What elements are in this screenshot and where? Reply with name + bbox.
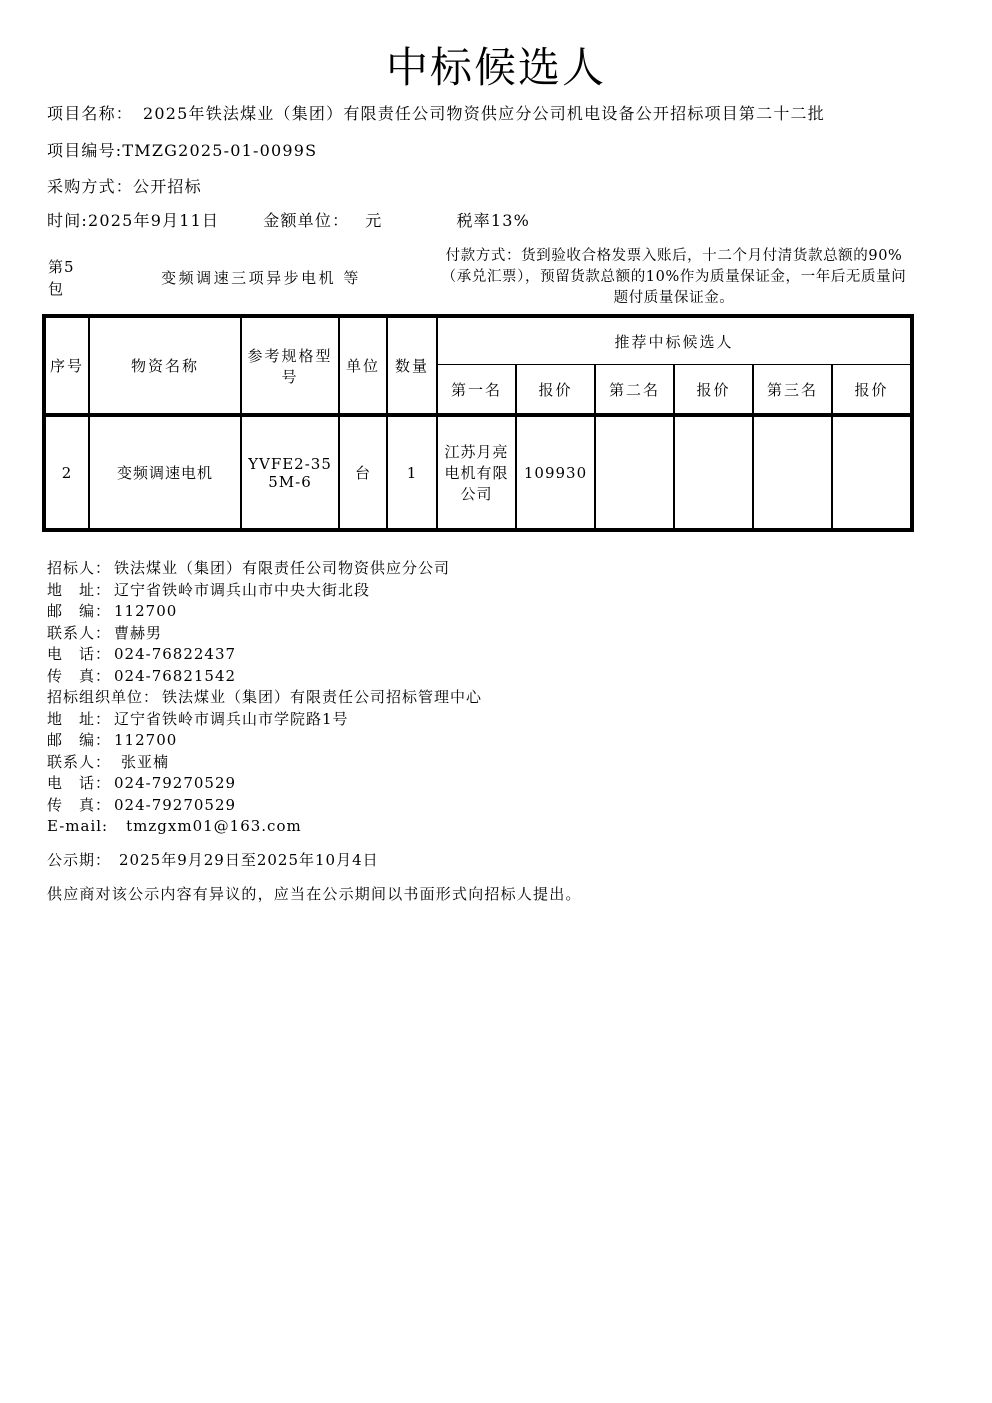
header-seq: 序号 xyxy=(44,316,89,415)
publicity-period-label: 公示期： xyxy=(47,850,112,869)
subheader-first-name: 第一名 xyxy=(437,365,516,416)
contact-block xyxy=(0,558,992,838)
cell-third-name xyxy=(753,415,832,530)
cell-third-price xyxy=(832,415,912,530)
procurement-method-label: 采购方式： xyxy=(47,177,134,197)
tenderer-value: 铁法煤业（集团）有限责任公司物资供应分公司 xyxy=(114,559,451,578)
phone-label-1: 电 话： xyxy=(47,645,112,664)
subheader-third-price: 报价 xyxy=(832,365,912,416)
address-value-2: 辽宁省铁岭市调兵山市学院路1号 xyxy=(114,709,349,728)
subheader-second-price: 报价 xyxy=(674,365,753,416)
tax-rate-value: 13% xyxy=(490,211,531,231)
table-header-row-1 xyxy=(44,316,912,365)
email-line xyxy=(47,816,992,838)
zip-label-2: 邮 编： xyxy=(47,731,112,750)
address-line-1 xyxy=(47,580,992,602)
page-title: 中标候选人 xyxy=(385,43,606,92)
email-label: E-mail: xyxy=(47,817,109,836)
phone-line-1 xyxy=(47,644,992,666)
amount-unit-value: 元 xyxy=(365,211,383,231)
fax-value-1: 024-76821542 xyxy=(114,666,237,685)
phone-label-2: 电 话： xyxy=(47,774,112,793)
subheader-second-name: 第二名 xyxy=(595,365,674,416)
zip-value-1: 112700 xyxy=(114,602,178,621)
time-value: 2025年9月11日 xyxy=(88,211,220,231)
cell-unit: 台 xyxy=(339,415,387,530)
time-line xyxy=(0,209,992,232)
fax-label-1: 传 真： xyxy=(47,666,112,685)
project-code-value: TMZG2025-01-0099S xyxy=(122,141,318,161)
header-recommended-candidates: 推荐中标候选人 xyxy=(437,316,912,365)
cell-seq: 2 xyxy=(44,415,89,530)
time-label: 时间: xyxy=(47,211,88,231)
project-code-line xyxy=(0,139,992,162)
address-line-2 xyxy=(47,709,992,731)
contact-person-label-2: 联系人： xyxy=(47,752,112,771)
package-section xyxy=(0,246,992,309)
tender-org-label: 招标组织单位： xyxy=(47,688,160,707)
contact-person-line-1 xyxy=(47,623,992,645)
subheader-first-price: 报价 xyxy=(516,365,595,416)
subheader-third-name: 第三名 xyxy=(753,365,832,416)
zip-value-2: 112700 xyxy=(114,731,178,750)
publicity-period-line xyxy=(0,849,992,871)
project-name-label: 项目名称： xyxy=(47,104,134,124)
header-qty: 数量 xyxy=(387,316,437,415)
zip-label-1: 邮 编： xyxy=(47,602,112,621)
cell-material-name: 变频调速电机 xyxy=(89,415,241,530)
cell-spec: YVFE2-355M-6 xyxy=(241,415,339,530)
cell-second-price xyxy=(674,415,753,530)
cell-qty: 1 xyxy=(387,415,437,530)
bid-candidates-table xyxy=(42,314,914,532)
table-row xyxy=(44,415,912,530)
objection-notice: 供应商对该公示内容有异议的，应当在公示期间以书面形式向招标人提出。 xyxy=(47,884,582,903)
contact-person-line-2 xyxy=(47,752,992,774)
header-unit: 单位 xyxy=(339,316,387,415)
amount-unit-label: 金额单位： xyxy=(263,211,350,231)
project-name-value: 2025年铁法煤业（集团）有限责任公司物资供应分公司机电设备公开招标项目第二十二批 xyxy=(143,104,825,124)
header-material-name: 物资名称 xyxy=(89,316,241,415)
cell-first-price: 109930 xyxy=(516,415,595,530)
phone-line-2 xyxy=(47,773,992,795)
tenderer-line xyxy=(47,558,992,580)
contact-person-value-1: 曹赫男 xyxy=(114,623,163,642)
tender-org-line xyxy=(47,687,992,709)
project-name-line xyxy=(0,102,992,125)
contact-person-label-1: 联系人： xyxy=(47,623,112,642)
procurement-method-line xyxy=(0,175,992,198)
tax-rate-label: 税率 xyxy=(456,211,491,231)
address-value-1: 辽宁省铁岭市调兵山市中央大街北段 xyxy=(114,580,371,599)
address-label-2: 地 址： xyxy=(47,709,112,728)
fax-line-1 xyxy=(47,666,992,688)
contact-person-value-2: 张亚楠 xyxy=(121,752,170,771)
procurement-method-value: 公开招标 xyxy=(133,177,202,197)
phone-value-2: 024-79270529 xyxy=(114,774,237,793)
package-number: 第5包 xyxy=(48,257,75,298)
fax-line-2 xyxy=(47,795,992,817)
cell-first-name: 江苏月亮电机有限公司 xyxy=(437,415,516,530)
zip-line-2 xyxy=(47,730,992,752)
publicity-period-value: 2025年9月29日至2025年10月4日 xyxy=(119,850,379,869)
fax-label-2: 传 真： xyxy=(47,795,112,814)
cell-second-name xyxy=(595,415,674,530)
project-code-label: 项目编号: xyxy=(47,141,123,161)
tender-org-value: 铁法煤业（集团）有限责任公司招标管理中心 xyxy=(162,688,483,707)
header-spec: 参考规格型号 xyxy=(241,316,339,415)
package-name: 变频调速三项异步电机 等 xyxy=(161,269,361,288)
address-label-1: 地 址： xyxy=(47,580,112,599)
zip-line-1 xyxy=(47,601,992,623)
fax-value-2: 024-79270529 xyxy=(114,795,237,814)
tenderer-label: 招标人： xyxy=(47,559,112,578)
phone-value-1: 024-76822437 xyxy=(114,645,237,664)
email-value: tmzgxm01@163.com xyxy=(126,817,302,836)
payment-terms: 付款方式：货到验收合格发票入账后，十二个月付清货款总额的90%（承兑汇票），预留货款总额的10%作为质量保证金，一年后无质量问题付质量保证金。 xyxy=(441,248,907,307)
